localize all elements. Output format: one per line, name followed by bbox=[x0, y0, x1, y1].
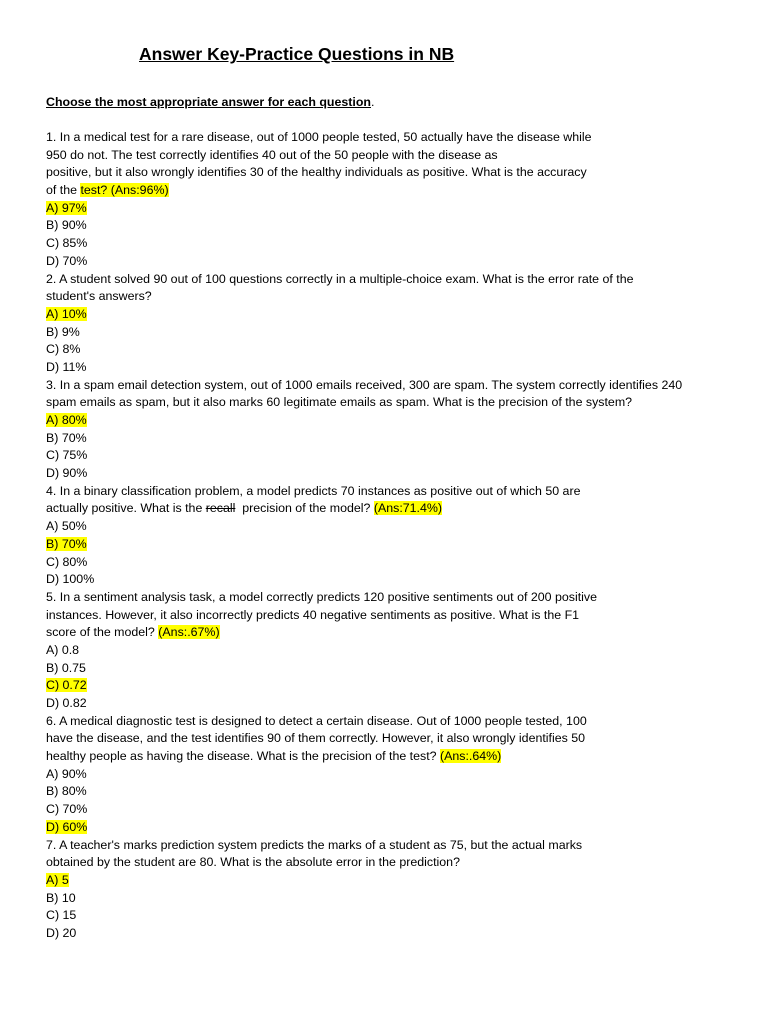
question-2 bbox=[46, 271, 726, 377]
answer-highlight: (Ans:71.4%) bbox=[373, 501, 443, 516]
question-text: precision of the model? bbox=[235, 501, 374, 516]
page-title: Answer Key-Practice Questions in NB bbox=[139, 44, 455, 64]
question-last-line: student's answers? bbox=[46, 289, 152, 304]
question-5 bbox=[46, 589, 726, 713]
question-last-line bbox=[46, 182, 726, 200]
question-last-line bbox=[46, 624, 726, 642]
correct-option-text: A) 5 bbox=[46, 872, 69, 887]
option-b: B) 9% bbox=[46, 324, 80, 339]
correct-option-text: D) 60% bbox=[46, 819, 88, 834]
question-text: score of the model? bbox=[46, 625, 159, 640]
question-text-line: 2. A student solved 90 out of 100 questions correctly in a multiple-choice exam. What is the error rate of the bbox=[46, 271, 634, 286]
option-b: B) 0.75 bbox=[46, 660, 86, 675]
option-d: D) 70% bbox=[46, 253, 88, 268]
option-b: B) 70% bbox=[46, 430, 87, 445]
question-text-line: 5. In a sentiment analysis task, a model correctly predicts 120 positive sentiments out of 200 positive bbox=[46, 589, 597, 604]
option-d: D) 11% bbox=[46, 359, 87, 374]
question-text: healthy people as having the disease. What is the precision of the test? bbox=[46, 749, 440, 764]
option-a: A) 0.8 bbox=[46, 642, 80, 657]
option-a: A) 50% bbox=[46, 519, 87, 534]
question-text: of the bbox=[46, 183, 81, 198]
question-text-line: 7. A teacher's marks prediction system predicts the marks of a student as 75, but the actual marks bbox=[46, 837, 583, 852]
option-d: D) 20 bbox=[46, 925, 77, 940]
correct-option-text: A) 10% bbox=[46, 306, 87, 321]
question-7 bbox=[46, 837, 726, 943]
option-d: D) 100% bbox=[46, 572, 95, 587]
questions-body bbox=[46, 129, 726, 943]
question-text-line: instances. However, it also incorrectly predicts 40 negative sentiments as positive. What is the F1 bbox=[46, 607, 580, 622]
question-last-line: obtained by the student are 80. What is the absolute error in the prediction? bbox=[46, 855, 460, 870]
option-b: B) 10 bbox=[46, 890, 76, 905]
correct-option-text: C) 0.72 bbox=[46, 678, 87, 693]
answer-highlight: (Ans:.67%) bbox=[158, 625, 220, 640]
question-3 bbox=[46, 377, 726, 483]
question-last-line: spam emails as spam, but it also marks 60 legitimate emails as spam. What is the precision of the system? bbox=[46, 395, 633, 410]
option-b: B) 90% bbox=[46, 218, 87, 233]
instruction-line bbox=[46, 95, 374, 109]
question-last-line bbox=[46, 748, 726, 766]
question-text-line: have the disease, and the test identifies 90 of them correctly. However, it also wrongly identifies 50 bbox=[46, 731, 586, 746]
question-text-line: positive, but it also wrongly identifies 30 of the healthy individuals as positive. What is the accuracy bbox=[46, 165, 587, 180]
instruction-text: Choose the most appropriate answer for each question bbox=[46, 95, 371, 109]
option-d bbox=[46, 819, 726, 837]
option-c: C) 8% bbox=[46, 342, 81, 357]
option-d: D) 90% bbox=[46, 466, 88, 481]
option-c: C) 80% bbox=[46, 554, 88, 569]
question-text-line: 950 do not. The test correctly identifies 40 out of the 50 people with the disease as bbox=[46, 147, 498, 162]
option-b: B) 80% bbox=[46, 784, 87, 799]
option-b bbox=[46, 536, 726, 554]
option-d: D) 0.82 bbox=[46, 696, 87, 710]
correct-option-text: B) 70% bbox=[46, 536, 87, 551]
question-text-line: 6. A medical diagnostic test is designed to detect a certain disease. Out of 1000 people tested, 100 bbox=[46, 713, 587, 728]
answer-highlight: (Ans:.64%) bbox=[440, 749, 502, 764]
instruction-period: . bbox=[370, 95, 375, 109]
option-c: C) 70% bbox=[46, 802, 88, 817]
question-last-line bbox=[46, 500, 726, 518]
question-text-line: 1. In a medical test for a rare disease, out of 1000 people tested, 50 actually have the disease while bbox=[46, 130, 592, 144]
option-a bbox=[46, 200, 726, 218]
correct-option-text: A) 97% bbox=[46, 200, 87, 215]
question-6 bbox=[46, 713, 726, 837]
option-c: C) 75% bbox=[46, 448, 88, 463]
answer-highlight: test? (Ans:96%) bbox=[80, 183, 169, 198]
question-text-line: 4. In a binary classification problem, a model predicts 70 instances as positive out of which 50 are bbox=[46, 483, 581, 498]
option-a: A) 90% bbox=[46, 766, 87, 781]
question-text-line: 3. In a spam email detection system, out of 1000 emails received, 300 are spam. The system correctly identifies 240 bbox=[46, 377, 683, 392]
option-c: C) 15 bbox=[46, 908, 77, 923]
question-1 bbox=[46, 129, 726, 271]
correct-option-text: A) 80% bbox=[46, 413, 87, 427]
question-4 bbox=[46, 483, 726, 589]
option-c: C) 85% bbox=[46, 236, 88, 251]
option-a bbox=[46, 306, 726, 324]
question-text: actually positive. What is the bbox=[46, 501, 206, 516]
option-a bbox=[46, 412, 726, 430]
struck-word: recall bbox=[205, 501, 236, 516]
option-c bbox=[46, 677, 726, 695]
option-a bbox=[46, 872, 726, 890]
